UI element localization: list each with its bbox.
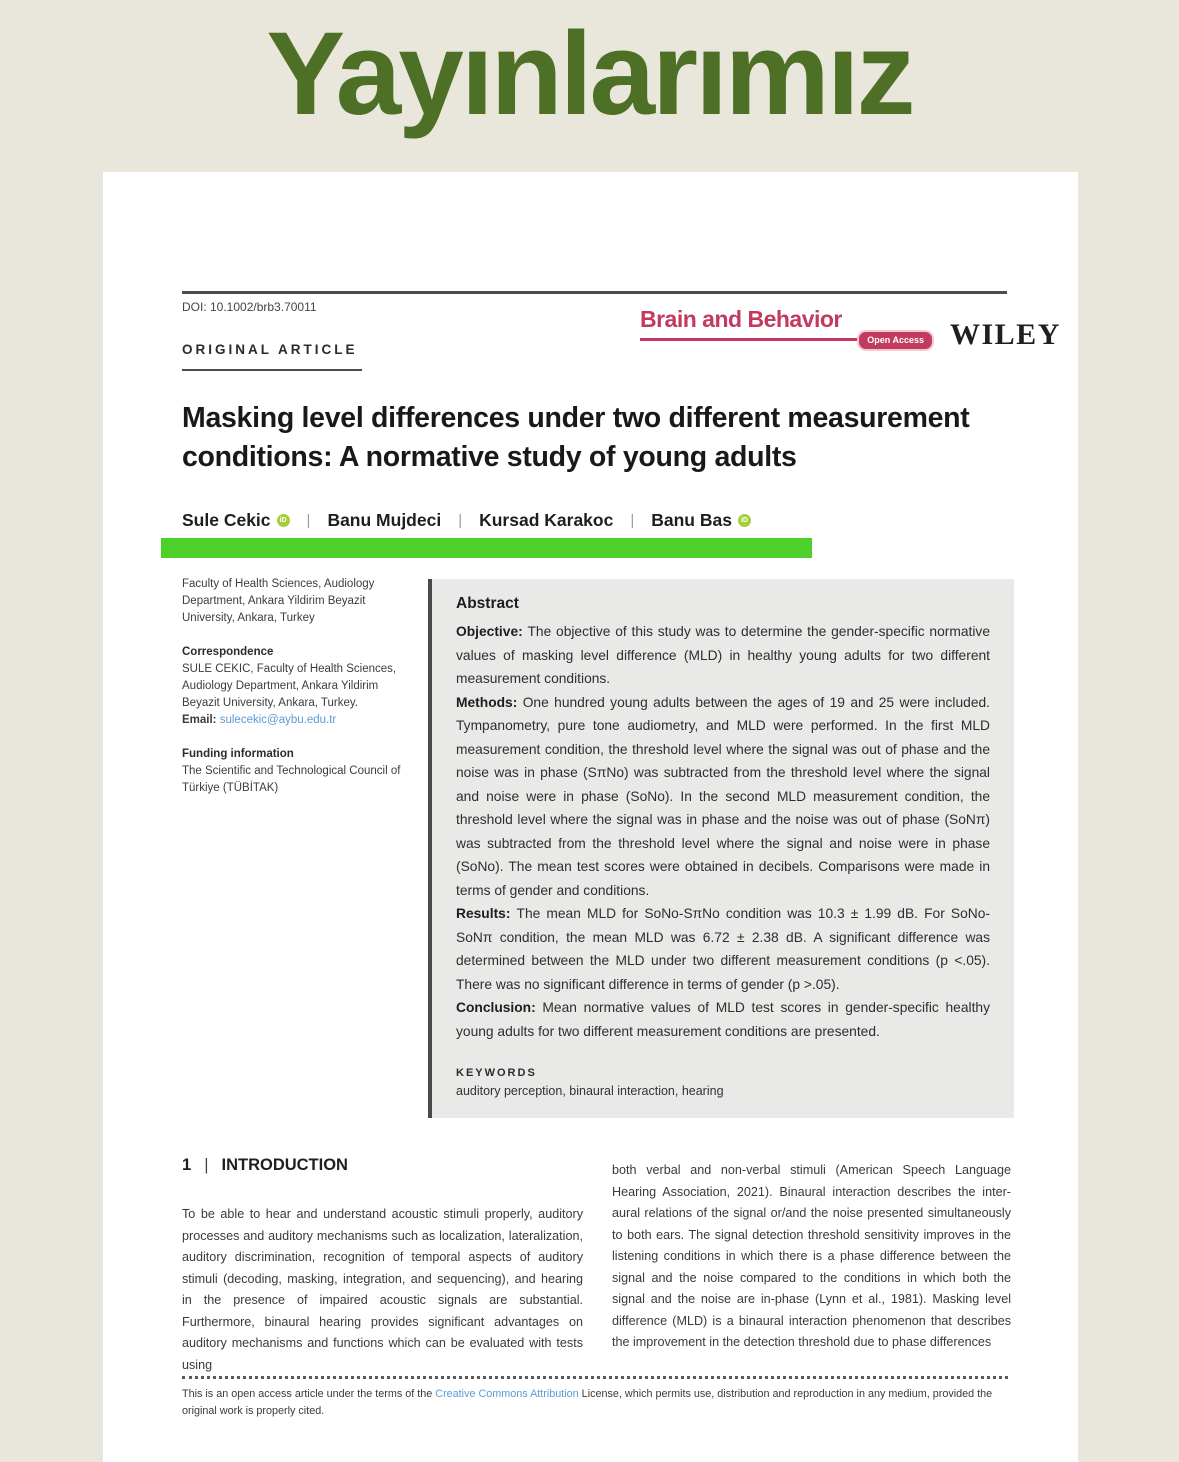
author-separator: | — [306, 512, 311, 529]
correspondence-text: SULE CEKIC, Faculty of Health Sciences, Audiology Department, Ankara Yildirim Beyazit University, Ankara, Turkey. — [182, 663, 397, 709]
abstract-paragraph — [456, 620, 990, 691]
introduction-text-right: both verbal and non-verbal stimuli (American Speech Language Hearing Association, 2021). Binaural interaction describes the inter-aural relations of the signal or/and the noise presented simultaneously to both ears. The signal detection threshold sensitivity improves in the listening conditions in which there is a phase difference between the signal and the noise compared to the conditions in which both the signal and the noise are in-phase (Lynn et al., 1981). Masking level difference (MLD) is a binaural interaction phenomenon that describes the improvement in the detection threshold due to phase differences — [612, 1163, 1011, 1349]
page-banner-title: Yayınlarımız — [266, 8, 913, 140]
email-label: Email: — [182, 714, 220, 726]
author-name: Kursad Karakoc — [479, 510, 614, 530]
abstract-paragraph — [456, 902, 990, 996]
author-highlight-bar — [161, 538, 812, 558]
affiliation-block — [182, 576, 410, 627]
section-title: INTRODUCTION — [221, 1156, 348, 1174]
abstract-paragraph-text: The mean MLD for SoNo-SπNo condition was 10.3 ± 1.99 dB. For SoNo-SoNπ condition, the mean MLD was 6.72 ± 2.38 dB. A significant difference was determined between the MLD under two different measurement conditions (p <.05). There was no significant difference in terms of gender (p >.05). — [456, 906, 990, 992]
paper-title: Masking level differences under two different measurement conditions: A normative study of young adults — [182, 402, 970, 473]
author-name: Sule Cekic — [182, 510, 271, 530]
license-text-post: License, which permits use, distribution and reproduction in any medium, provided the original work is properly cited. — [182, 1388, 993, 1417]
introduction-left-column — [182, 1156, 583, 1376]
journal-logo-rule — [640, 335, 924, 345]
article-sidebar — [182, 576, 410, 814]
funding-heading: Funding information — [182, 748, 294, 760]
abstract-paragraph — [456, 996, 990, 1043]
section-number: 1 — [182, 1156, 192, 1174]
orcid-icon[interactable]: iD — [738, 514, 751, 527]
abstract-sections — [456, 620, 990, 1043]
abstract-paragraph-label: Objective: — [456, 624, 528, 639]
license-footnote — [182, 1386, 1012, 1419]
funding-text: The Scientific and Technological Council of Türkiye (TÜBİTAK) — [182, 765, 401, 794]
introduction-right-column — [612, 1160, 1011, 1354]
license-text-pre: This is an open access article under the terms of the — [182, 1388, 436, 1400]
abstract-paragraph — [456, 691, 990, 903]
open-access-badge: Open Access — [857, 330, 934, 351]
header-rule — [182, 291, 1007, 294]
affiliation-text: Faculty of Health Sciences, Audiology Department, Ankara Yildirim Beyazit University, Ankara, Turkey — [182, 578, 375, 624]
journal-logo — [640, 306, 924, 345]
section-heading-divider: | — [204, 1156, 209, 1174]
journal-name: Brain and Behavior — [640, 306, 842, 332]
orcid-icon[interactable]: iD — [277, 514, 290, 527]
abstract-paragraph-label: Results: — [456, 906, 517, 921]
email-link[interactable]: sulecekic@aybu.edu.tr — [219, 714, 337, 726]
author-name: Banu Bas — [651, 510, 732, 530]
journal-header — [640, 306, 1061, 352]
section-heading — [182, 1156, 583, 1175]
article-type-label: ORIGINAL ARTICLE — [182, 342, 358, 357]
author-separator: | — [630, 512, 635, 529]
keywords-heading: KEYWORDS — [456, 1067, 537, 1079]
abstract-paragraph-text: One hundred young adults between the ages of 19 and 25 were included. Tympanometry, pure tone audiometry, and MLD were performed. In the first MLD measurement condition, the threshold level where the signal was out of phase and the noise was in phase (SπNo) was subtracted from the threshold level where the signal and noise were in phase (SoNo). In the second MLD measurement condition, the threshold level where the signal was in phase and the noise was out of phase (SoNπ) was subtracted from the threshold level where the signal and noise were in phase (SoNo). The mean test scores were obtained in decibels. Comparisons were made in terms of gender and conditions. — [456, 694, 990, 898]
abstract-heading: Abstract — [456, 595, 519, 612]
abstract-paragraph-text: Mean normative values of MLD test scores in gender-specific healthy young adults for two different measurement conditions are presented. — [456, 1000, 990, 1039]
article-type-rule — [182, 369, 362, 371]
author-separator: | — [458, 512, 463, 529]
abstract-paragraph-label: Conclusion: — [456, 1000, 543, 1015]
funding-block — [182, 746, 410, 797]
abstract-paragraph-label: Methods: — [456, 694, 523, 710]
article-page — [103, 172, 1078, 1462]
author-list — [182, 510, 751, 531]
introduction-text-left: To be able to hear and understand acoustic stimuli properly, auditory processes and auditory mechanisms such as localization, lateralization, auditory discrimination, recognition of temporal aspects of auditory stimuli (decoding, masking, integration, and sequencing), and hearing in the presence of impaired acoustic signals are substantial. Furthermore, binaural hearing provides significant advantages on auditory mechanisms and functions which can be evaluated with tests using — [182, 1207, 583, 1372]
footnote-dotted-rule — [182, 1376, 1008, 1379]
correspondence-heading: Correspondence — [182, 646, 274, 658]
publisher-logo: WILEY — [950, 318, 1061, 351]
keywords-text: auditory perception, binaural interaction, hearing — [456, 1084, 724, 1098]
creative-commons-link[interactable]: Creative Commons Attribution — [435, 1388, 579, 1400]
abstract-paragraph-text: The objective of this study was to determine the gender-specific normative values of masking level difference (MLD) in healthy young adults for two different measurement conditions. — [456, 624, 990, 686]
doi-text: DOI: 10.1002/brb3.70011 — [182, 300, 317, 314]
correspondence-block — [182, 644, 410, 729]
author-name: Banu Mujdeci — [327, 510, 442, 530]
abstract-box — [428, 579, 1014, 1118]
